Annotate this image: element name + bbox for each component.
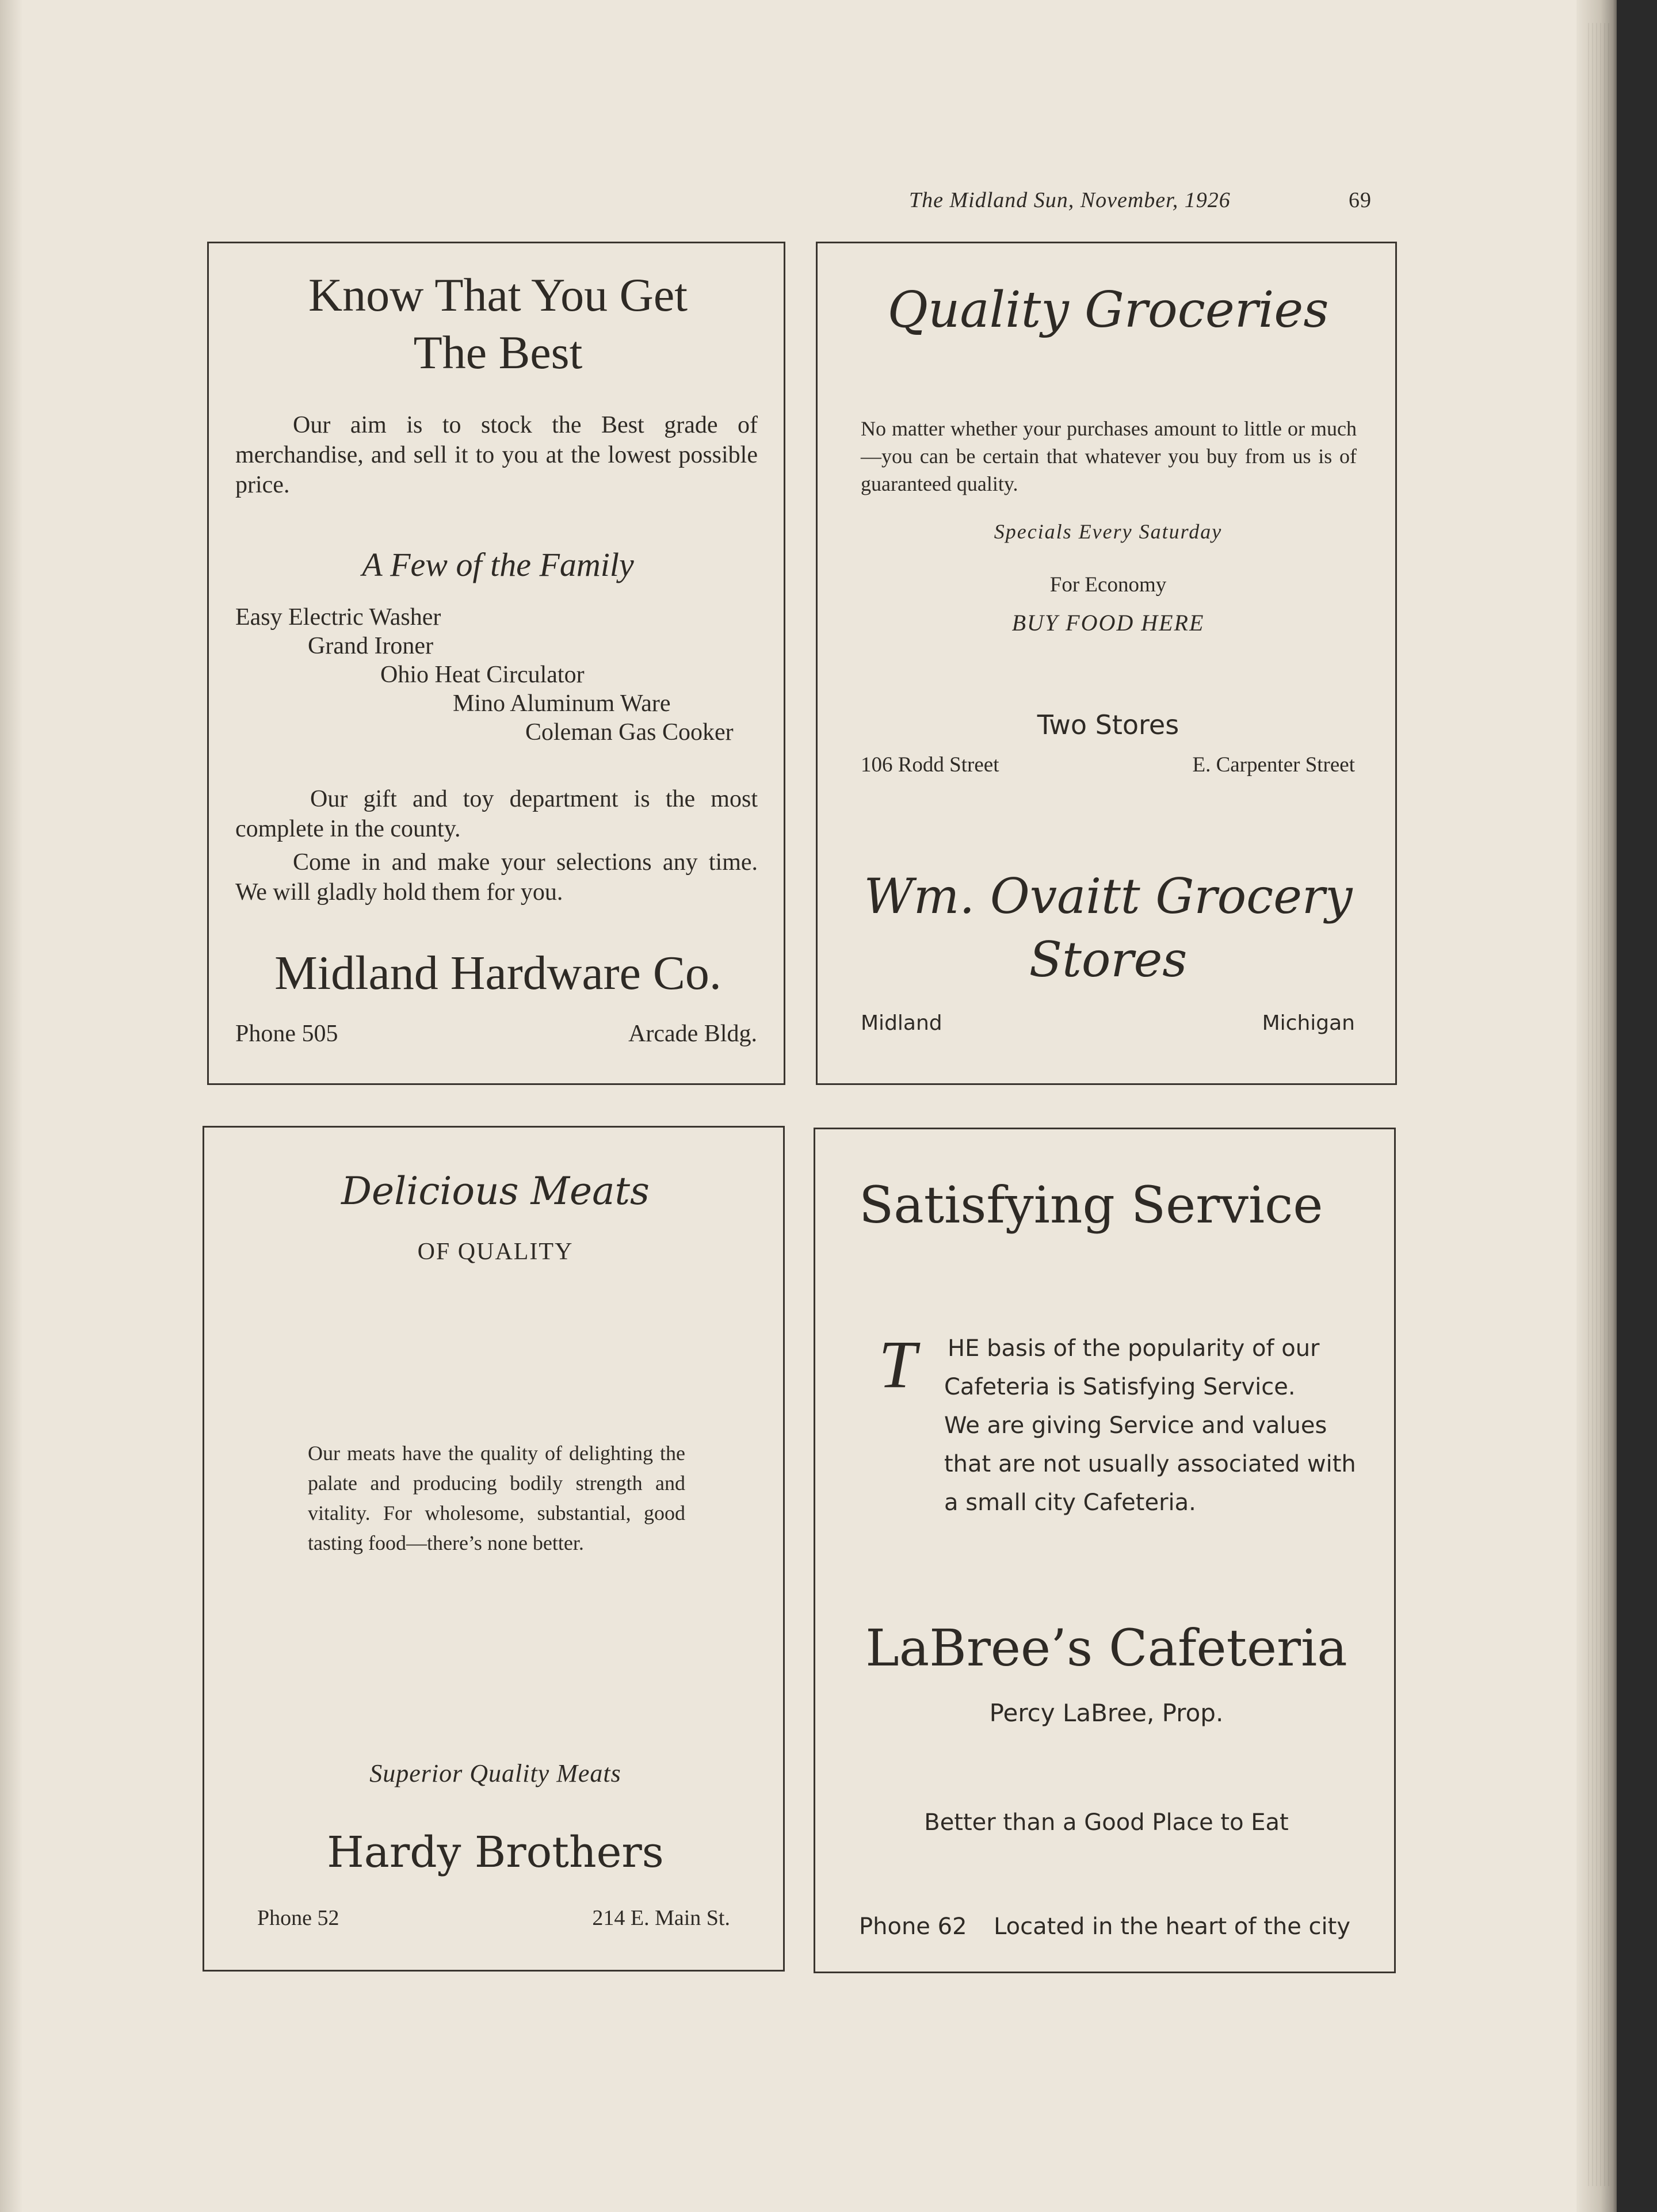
body-line: Cafeteria is Satisfying Service.	[944, 1374, 1296, 1400]
specials-text: Specials Every Saturday	[994, 520, 1223, 543]
family-item: Easy Electric Washer	[235, 604, 441, 631]
family-title: A Few of the Family	[362, 546, 634, 583]
intro-text: Our aim is to stock the Best grade of merchandise, and sell it to you at the lowest possible price.	[235, 412, 758, 498]
page-edge-lines	[1588, 23, 1611, 2186]
address: Arcade Bldg.	[628, 1021, 757, 1047]
location-text: Located in the heart of the city	[994, 1913, 1350, 1940]
ad-headline	[232, 266, 764, 381]
binding-shadow	[0, 0, 23, 2212]
slogan: Better than a Good Place to Eat	[924, 1809, 1289, 1836]
body-line: a small city Cafeteria.	[944, 1489, 1196, 1516]
company-name: Midland Hardware Co.	[274, 946, 721, 1000]
economy-text: For Economy	[1049, 573, 1167, 597]
address: 214 E. Main St.	[592, 1906, 730, 1930]
body-text: No matter whether your purchases amount to little or much—you can be certain that whatever you buy from us is of guaranteed quality.	[861, 417, 1357, 495]
city: Midland	[861, 1011, 942, 1035]
headline-line-1: Know That You Get	[308, 269, 688, 321]
family-item: Mino Aluminum Ware	[453, 690, 671, 717]
company-line-2: Stores	[1029, 931, 1188, 988]
ad-midland-hardware	[207, 242, 785, 1085]
ad-labree-cafeteria	[814, 1128, 1396, 1973]
ad-headline: Satisfying Service	[859, 1175, 1323, 1235]
publication-title: The Midland Sun, November, 1926	[909, 188, 1231, 212]
company-name: LaBree’s Cafeteria	[865, 1618, 1347, 1678]
subheadline: OF QUALITY	[417, 1239, 574, 1265]
ad-hardy-brothers	[203, 1126, 785, 1972]
ad-ovaitt-grocery	[816, 242, 1397, 1085]
body-line: We are giving Service and values	[944, 1412, 1327, 1439]
family-item: Grand Ironer	[308, 633, 434, 659]
headline-line-2: The Best	[413, 326, 583, 379]
body-line: HE basis of the popularity of our	[948, 1335, 1320, 1362]
buy-food-text: BUY FOOD HERE	[1011, 610, 1205, 636]
phone: Phone 52	[257, 1906, 339, 1930]
phone: Phone 505	[235, 1021, 338, 1047]
body-line: that are not usually associated with	[944, 1451, 1356, 1477]
drop-cap: T	[879, 1327, 917, 1402]
ad-headline: Quality Groceries	[887, 281, 1329, 339]
company-name	[829, 865, 1387, 991]
page-number: 69	[1349, 188, 1372, 212]
store-address: 106 Rodd Street	[861, 753, 999, 777]
store-address: E. Carpenter Street	[1192, 753, 1355, 777]
body-text: Our meats have the quality of delighting the palate and producing bodily strength and vitality. For wholesome, substantial, good tasting food—there’s none better.	[308, 1442, 685, 1554]
company-name: Hardy Brothers	[327, 1828, 664, 1877]
two-stores-heading: Two Stores	[1037, 709, 1179, 740]
family-item: Ohio Heat Circulator	[380, 662, 585, 688]
proprietor: Percy LaBree, Prop.	[989, 1699, 1224, 1727]
company-line-1: Wm. Ovaitt Grocery	[864, 868, 1353, 924]
running-head	[805, 188, 1372, 216]
gift-text: Our gift and toy department is the most complete in the county.	[235, 786, 758, 842]
family-item: Coleman Gas Cooker	[525, 719, 734, 746]
state: Michigan	[1262, 1011, 1355, 1035]
selection-text: Come in and make your selections any time. We will gladly hold them for you.	[235, 849, 758, 906]
ad-headline: Delicious Meats	[341, 1169, 650, 1213]
phone: Phone 62	[859, 1913, 967, 1940]
tagline: Superior Quality Meats	[369, 1759, 621, 1787]
